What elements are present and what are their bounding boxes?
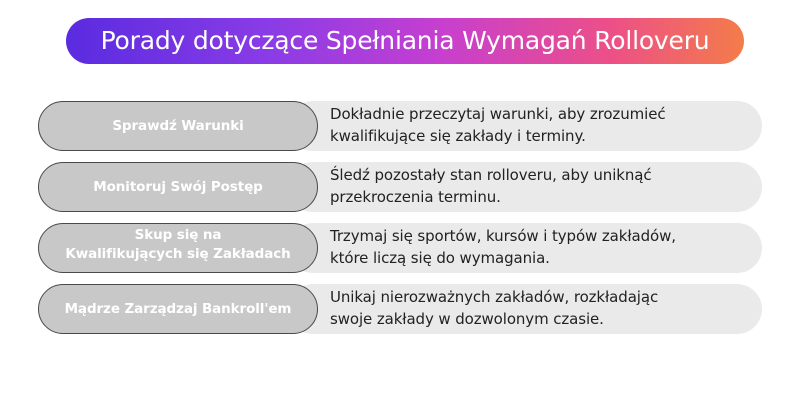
tip-row-monitor-progress (38, 162, 762, 212)
tip-label (38, 284, 318, 334)
tip-row-manage-bankroll (38, 284, 762, 334)
tip-row-check-terms (38, 101, 762, 151)
tip-description-line: Śledź pozostały stan rolloveru, aby uniknąć (330, 166, 652, 184)
tip-label (38, 223, 318, 273)
tip-description (330, 103, 750, 147)
tip-label-text: Mądrze Zarządzaj Bankroll'em (64, 300, 292, 317)
tips-list (38, 101, 762, 345)
tip-description (330, 225, 750, 269)
tip-description-line: swoje zakłady w dozwolonym czasie. (330, 310, 604, 328)
tip-description-line: Trzymaj się sportów, kursów i typów zakładów, (330, 227, 676, 245)
tip-description-line: Unikaj nierozważnych zakładów, rozkładając (330, 288, 659, 306)
tip-label-line: Kwalifikujących się Zakładach (65, 246, 291, 262)
tip-label-text: Monitoruj Swój Postęp (93, 178, 263, 195)
tip-description-line: przekroczenia terminu. (330, 188, 501, 206)
tip-description-line: Dokładnie przeczytaj warunki, aby zrozumieć (330, 105, 666, 123)
tip-row-qualifying-bets (38, 223, 762, 273)
tip-label (38, 101, 318, 151)
tip-label-line: Skup się na (134, 227, 222, 243)
tip-description-line: które liczą się do wymagania. (330, 249, 550, 267)
tip-label-text (65, 226, 290, 264)
tip-description-line: kwalifikujące się zakłady i terminy. (330, 127, 586, 145)
page-title: Porady dotyczące Spełniania Wymagań Rolloveru (66, 18, 744, 64)
tip-description (330, 164, 750, 208)
tip-description (330, 286, 750, 330)
tip-label (38, 162, 318, 212)
tip-label-text: Sprawdź Warunki (112, 117, 244, 134)
